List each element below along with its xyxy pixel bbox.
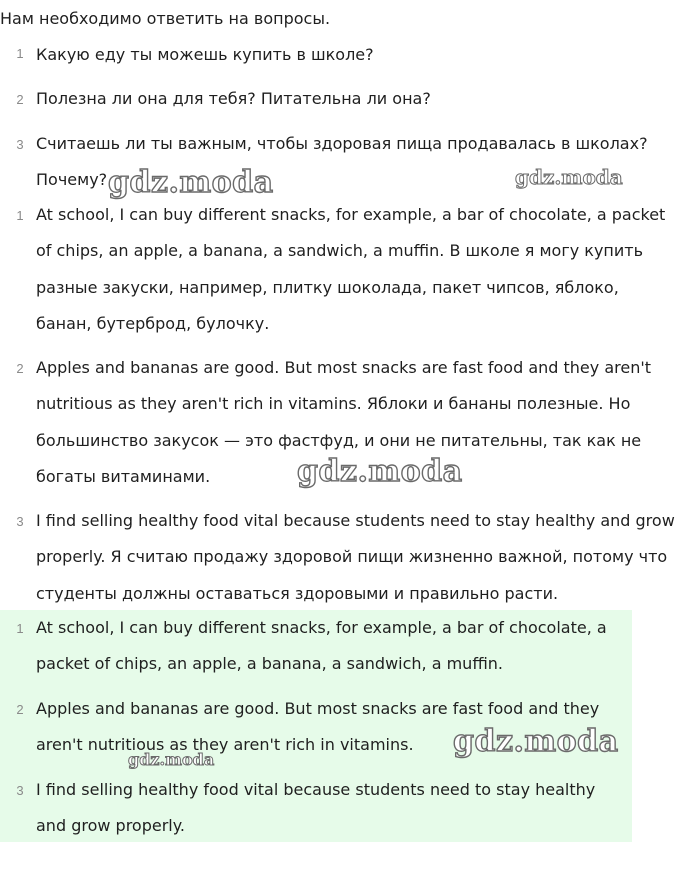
list-number: 3 <box>16 137 24 152</box>
answer-text: At school, I can buy different snacks, for example, a bar of chocolate, a packet of chips, an apple, a banana, a sandwich, a muffin. В школе я могу купить разные закуски, например, плитку шоколада, пакет чипсов, яблоко, банан, бутерброд, булочку. <box>36 205 666 334</box>
watermark: gdz.moda <box>108 165 274 200</box>
list-number: 2 <box>16 702 24 717</box>
list-number: 3 <box>16 783 24 798</box>
question-text: Полезна ли она для тебя? Питательна ли она? <box>36 89 431 108</box>
watermark: gdz.moda <box>128 750 215 769</box>
list-number: 1 <box>16 46 24 61</box>
answer-text: I find selling healthy food vital because students need to stay healthy and grow properly. Я считаю продажу здоровой пищи жизненно важной, потому что студенты должны оставаться здоровыми и правильно расти. <box>36 511 675 603</box>
english-answers-panel <box>0 610 632 842</box>
answer-text: Apples and bananas are good. But most snacks are fast food and they aren't nutritious as they aren't rich in vitamins. <box>36 699 600 755</box>
question-text: Какую еду ты можешь купить в школе? <box>36 45 374 64</box>
list-number: 3 <box>16 514 24 529</box>
list-number: 2 <box>16 361 24 376</box>
watermark: gdz.moda <box>453 724 619 759</box>
watermark: gdz.moda <box>515 165 623 189</box>
watermark: gdz.moda <box>297 454 463 489</box>
list-number: 2 <box>16 92 24 107</box>
list-number: 1 <box>16 208 24 223</box>
answer-text: Apples and bananas are good. But most snacks are fast food and they aren't nutritious as they aren't rich in vitamins. Яблоки и бананы полезные. Но большинство закусок — это фастфуд, и они не питательны, так как не богаты витаминами. <box>36 358 651 487</box>
intro-text: Нам необходимо ответить на вопросы. <box>0 9 331 28</box>
list-number: 1 <box>16 621 24 636</box>
answer-text: I find selling healthy food vital because students need to stay healthy and grow properly. <box>36 780 596 836</box>
answer-text: At school, I can buy different snacks, for example, a bar of chocolate, a packet of chips, an apple, a banana, a sandwich, a muffin. <box>36 618 607 674</box>
question-text: Считаешь ли ты важным, чтобы здоровая пища продавалась в школах? Почему? <box>36 134 648 190</box>
